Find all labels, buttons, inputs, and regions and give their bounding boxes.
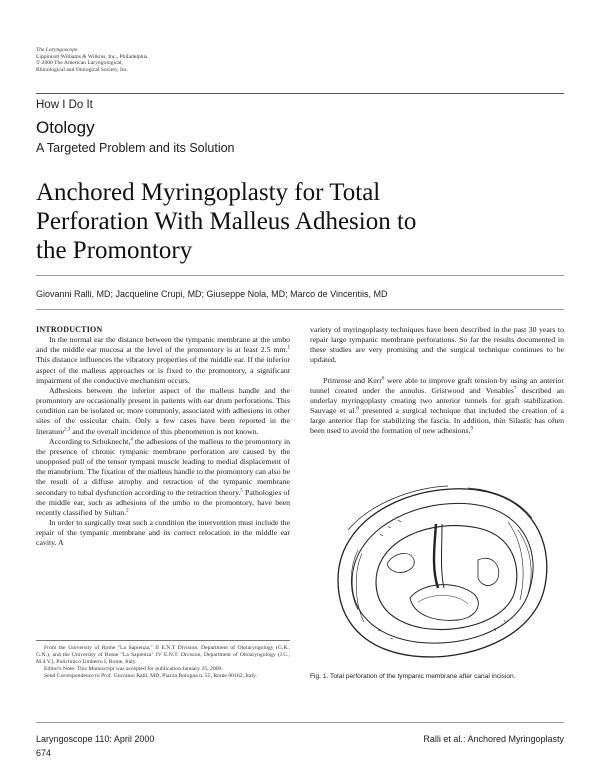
masthead-society: Rhinological and Otological Society, Inc. (36, 66, 129, 73)
section-subtitle: A Targeted Problem and its Solution (36, 141, 235, 155)
masthead-journal: The Laryngoscope (36, 47, 78, 53)
paragraph: According to Schuknecht,$^4$ the adhesions of the malleus to the promontory in the presence of chronic tympanic membrane perforation are caused by the unopposed pull of the tensor tympani muscle leading to medial displacement of the manubrium. The fixation of the malleus handle to the promontory can also be the result of a diffuse atrophy and retraction of the tympanic membrane secondary to tubal dysfunction according to the retraction theory.$^5$ Pathologies of the middle ear, such as adhesions of the umbo to the promontory, have been recently classified by Sultan.$^2$ (36, 436, 291, 517)
footnote-affiliation: From the University of Rome "La Sapienza," II E.N.T Division, Department of Otolaryngology (G.R., G.N.), and the University of Rome "La Sapienza" IV E.N.T. Division, Department of Otolaryngology (J.C., M.d.V.), Policlinico Umberto I, Rome, Italy. (36, 645, 290, 665)
citation: 7 (513, 386, 517, 392)
running-head: Ralli et al.: Anchored Myringoplasty (423, 734, 564, 744)
figure-illustration (318, 470, 558, 670)
footer-rule (36, 722, 564, 723)
citation: 4 (130, 437, 133, 443)
paragraph: In the normal ear the distance between the tympanic membrane at the umbo and the middle ear mucosa at the level of the promontory is at least 2.5 mm.$^1$ This distance influences the vibratory properties of the middle ear. If the inferior aspect of the malleus approaches or is fixed to the promontory, a significant impairment of the conductive mechanism occurs. (36, 335, 290, 385)
header-rule (36, 93, 564, 94)
citation: 5 (240, 487, 243, 493)
footnote-rule (36, 640, 290, 641)
article-title (36, 178, 556, 265)
paragraph: variety of myringoplasty techniques have been described in the past 30 years to repair large tympanic membrane perforations. So far the results documented in these studies are very promising and the surgical technique continues to be updated. (310, 325, 564, 365)
figure-caption: Fig. 1. Total perforation of the tympanic membrane after canal incision. (310, 673, 516, 680)
masthead (36, 47, 148, 73)
citation: 2,3 (64, 426, 71, 432)
paragraph: Adhesions between the inferior aspect of the malleus handle and the promontory are occasionally present in patients with ear drum perforations. This condition can be isolated or, more commonly, associated with adhesions in other sites of the ossicular chain. Only a few cases have been reported in the literature$^{2,3}$ and the overall incidence of this phenomenon is not known. (36, 385, 290, 436)
footer-journal: Laryngoscope 110: April 2000 (36, 734, 155, 744)
article-title-line: the Promontory (36, 237, 193, 264)
footnotes (36, 645, 290, 680)
title-rule (36, 275, 564, 276)
section-title: Otology (36, 118, 95, 137)
citation: 1 (287, 345, 290, 351)
section-kicker: How I Do It (36, 99, 93, 111)
citation: 9 (470, 426, 473, 432)
footnote-editor: Editor's Note: This Manuscript was accepted for publication January 25, 2000. (44, 666, 223, 672)
page-number: 674 (36, 748, 52, 758)
author-list: Giovanni Ralli, MD; Jacqueline Crupi, MD; Giuseppe Nola, MD; Marco de Vincentiis, MD (36, 289, 388, 299)
citation: 2 (126, 508, 129, 514)
masthead-publisher: Lippincott Williams & Wilkins, Inc., Philadelphia (36, 53, 148, 60)
right-column (310, 325, 564, 437)
authors-rule (36, 309, 564, 310)
paragraph: In order to surgically treat such a condition the intervention must include the repair of the tympanic membrane and its correct relocation in the middle ear cavity. A (36, 517, 290, 548)
tympanic-membrane-drawing (318, 470, 558, 670)
left-column (36, 325, 290, 548)
article-title-line: Anchored Myringoplasty for Total (36, 179, 381, 206)
citation: 6 (381, 376, 385, 382)
masthead-copyright: © 2000 The American Laryngological, (36, 60, 123, 67)
citation: 8 (356, 406, 359, 412)
paragraph: Primrose and Kerr$^6$ were able to improve graft tension by using an anterior tunnel created under the annulus. Gristwood and Venables$^7$ described an underlay myringoplasty creating two anterior tunnels for graft stabilization. Sauvage et al.$^8$ presented a surgical technique that included the creation of a large anterior flap for stabilizing the fascia. In addition, thin Silastic has often been used to avoid the formation of new adhesions.$^9$ (310, 375, 565, 436)
article-title-line: Perforation With Malleus Adhesion to (36, 208, 417, 235)
section-heading: INTRODUCTION (36, 325, 103, 334)
footnote-correspondence: Send Correspondence to Prof. Giovanni Ralli, MD, Piazza Bologna n. 55, Rome 00162, Italy. (44, 673, 257, 679)
